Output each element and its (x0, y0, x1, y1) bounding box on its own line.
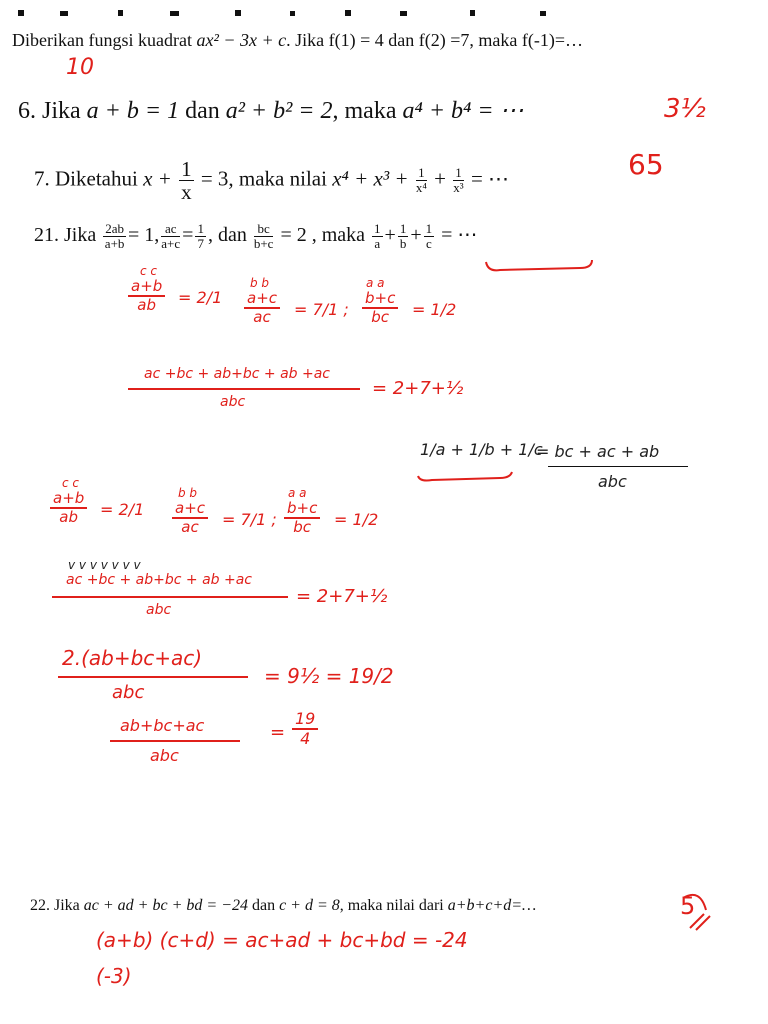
step-numerator: ab+bc+ac (120, 716, 205, 735)
answer-6: 3½ (664, 94, 706, 124)
work-numerator: a+b (128, 278, 165, 297)
problem-expression: x⁴ + x³ + (332, 166, 409, 191)
problem-text: Diketahui (55, 166, 144, 191)
problem-text: dan (247, 897, 280, 914)
fraction-bar (110, 740, 240, 742)
work-denominator: bc (371, 307, 390, 326)
work-fraction (244, 290, 280, 325)
work-denominator: 4 (300, 728, 311, 748)
fraction-numerator: 1 (374, 221, 381, 237)
fraction-denominator: a+c (161, 235, 181, 251)
work-q22-line1: (a+b) (c+d) = ac+ad + bc+bd = -24 (96, 928, 468, 952)
work-numerator: b+c (284, 500, 320, 519)
problem-expression: a⁴ + b⁴ = ⋯ (402, 98, 524, 124)
step-numerator: 2.(ab+bc+ac) (62, 646, 203, 670)
fraction-numerator: 1 (399, 221, 407, 237)
answer-quadratic: 10 (66, 55, 94, 80)
fraction-denominator: 7 (197, 235, 204, 251)
problem-text: , maka (332, 98, 403, 124)
problem-text: = ⋯ (470, 166, 510, 191)
work-denominator: ab (59, 507, 78, 526)
work-fraction (362, 290, 398, 325)
work-fraction (292, 710, 318, 747)
problem-expression: x + (143, 166, 172, 191)
problem-number: 7. (34, 166, 50, 191)
fraction-numerator: 2ab (105, 221, 124, 237)
work-numerator: a+c (172, 500, 208, 519)
work-q22-line2: (-3) (96, 964, 132, 988)
fraction-bar (548, 466, 688, 467)
fraction-numerator: 1 (181, 157, 192, 181)
problem-expression: c + d = 8 (279, 897, 340, 914)
cancel-marks: a a (366, 276, 385, 290)
fraction-bar (128, 388, 360, 390)
sum-numerator: ac +bc + ab+bc + ab +ac (66, 572, 253, 588)
problem-text: Jika (42, 98, 87, 124)
work-text: = 7/1 ; (222, 510, 277, 529)
fraction-denominator: x (181, 180, 192, 205)
fraction-denominator: b (399, 235, 407, 251)
fraction-bar (58, 676, 248, 678)
work-text: = 2+7+½ (372, 378, 464, 399)
step-denominator: abc (150, 746, 179, 765)
sum-denominator: abc (146, 602, 172, 618)
problem-text: = 1, (128, 224, 160, 246)
fraction-denominator: a (374, 235, 381, 251)
work-text: = (270, 722, 286, 743)
problem-text: = ⋯ (441, 224, 478, 246)
work-text: = 9½ = 19/2 (264, 664, 394, 688)
reciprocal-denominator: abc (598, 472, 627, 491)
work-text: = 1/2 (412, 300, 457, 319)
problem-expression: ax² − 3x + c (196, 30, 287, 50)
problem-22 (30, 897, 536, 915)
problem-expression: a+b+c+d=… (447, 897, 537, 914)
problem-text: Jika (54, 897, 84, 914)
problem-text: = 2 , maka (280, 224, 366, 246)
sum-denominator: abc (220, 394, 246, 410)
work-numerator: a+c (244, 290, 280, 309)
fraction-numerator: 1 (197, 221, 204, 237)
fraction-denominator: b+c (253, 235, 274, 251)
answer-7: 65 (628, 148, 664, 181)
work-text: = 2/1 (100, 500, 145, 519)
work-fraction (128, 278, 165, 313)
cancel-marks: b b (250, 276, 270, 290)
step-denominator: abc (112, 682, 145, 703)
fraction-bar (52, 596, 288, 598)
problem-expression: a² + b² = 2 (225, 98, 333, 124)
cancel-marks: a a (288, 486, 307, 500)
work-denominator: bc (293, 517, 312, 536)
fraction-denominator: c (425, 235, 432, 251)
work-text: = 7/1 ; (294, 300, 349, 319)
problem-number: 6. (18, 98, 36, 124)
problem-number: 21. (34, 224, 59, 246)
cancel-marks: b b (178, 486, 198, 500)
work-numerator: a+b (50, 490, 87, 509)
answer-22: 5 (680, 892, 696, 920)
problem-text: = (182, 224, 194, 246)
work-numerator: b+c (362, 290, 398, 309)
plus-sign: + (384, 224, 396, 246)
fraction-numerator: 1 (455, 165, 462, 181)
work-denominator: ac (253, 307, 271, 326)
plus-sign: + (410, 224, 422, 246)
problem-text: , maka nilai dari (339, 897, 448, 914)
fraction-denominator: a+b (104, 235, 125, 251)
sum-numerator: ac +bc + ab+bc + ab +ac (144, 366, 331, 382)
reciprocal-numerator: = bc + ac + ab (536, 442, 660, 461)
fraction-numerator: bc (254, 222, 274, 237)
work-text: = 2/1 (178, 288, 223, 307)
work-denominator: ac (181, 517, 199, 536)
problem-number: 22. (30, 897, 50, 914)
problem-text: dan (179, 98, 226, 124)
problem-text: = 3, maka nilai (195, 166, 333, 191)
work-text: = 1/2 (334, 510, 379, 529)
fraction-denominator: x³ (453, 180, 464, 196)
fraction-numerator: ac (161, 222, 180, 237)
fraction-denominator: x⁴ (415, 180, 427, 196)
work-fraction (284, 500, 320, 535)
fraction-numerator: 1 (416, 166, 427, 181)
cancel-marks: c c (140, 264, 158, 278)
problem-expression: a + b = 1 (86, 98, 180, 124)
cancel-marks: c c (62, 476, 80, 490)
problem-text: . Jika f(1) = 4 dan f(2) =7, maka f(-1)=… (286, 30, 583, 50)
fraction-numerator: 1 (425, 221, 433, 237)
work-denominator: ab (137, 295, 156, 314)
problem-text: Jika (64, 224, 97, 246)
problem-text: Diberikan fungsi kuadrat (12, 30, 197, 50)
work-fraction (50, 490, 87, 525)
work-numerator: 19 (292, 710, 318, 730)
problem-text: , dan (207, 224, 247, 246)
reciprocal-sum: 1/a + 1/b + 1/c (420, 440, 543, 459)
problem-expression: ac + ad + bc + bd = −24 (83, 897, 248, 914)
plus-sign: + (434, 166, 446, 191)
work-text: = 2+7+½ (296, 586, 388, 607)
work-fraction (172, 500, 208, 535)
check-marks: v v v v v v v (68, 558, 141, 572)
